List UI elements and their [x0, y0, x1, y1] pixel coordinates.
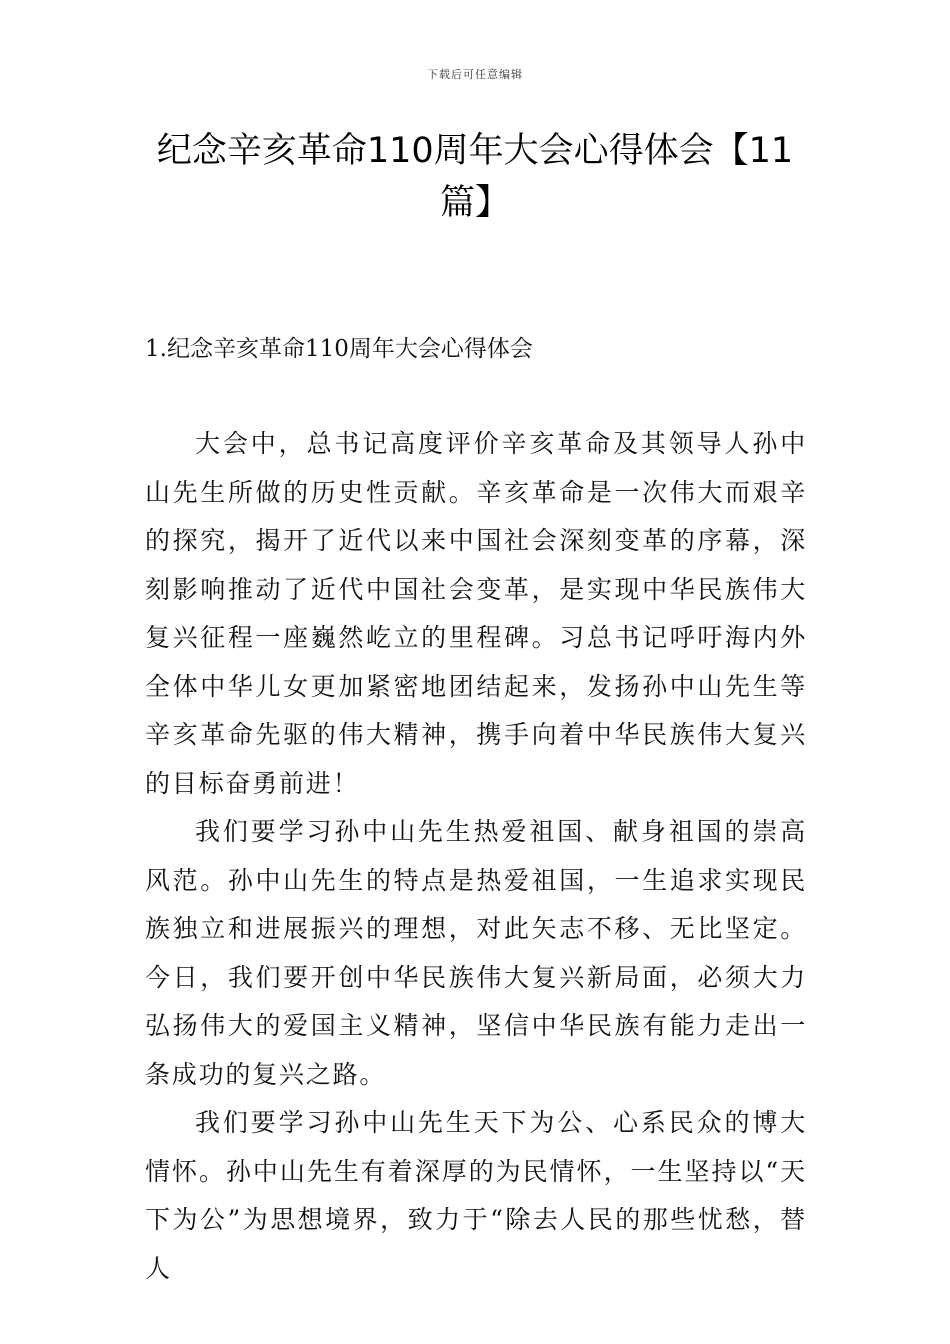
paragraph: 我们要学习孙中山先生天下为公、心系民众的博大情怀。孙中山先生有着深厚的为民情怀，一生坚持以“天下为公”为思想境界，致力于“除去人民的那些忧愁，替人: [145, 1108, 807, 1283]
paragraph: 大会中，总书记高度评价辛亥革命及其领导人孙中山先生所做的历史性贡献。辛亥革命是一次伟大而艰辛的探究，揭开了近代以来中国社会深刻变革的序幕，深刻影响推动了近代中国社会变革，是实现中华民族伟大复兴征程一座巍然屹立的里程碑。习总书记呼吁海内外全体中华儿女更加紧密地团结起来，发扬孙中山先生等辛亥革命先驱的伟大精神，携手向着中华民族伟大复兴的目标奋勇前进！: [145, 429, 807, 798]
paragraph: 我们要学习孙中山先生热爱祖国、献身祖国的崇高风范。孙中山先生的特点是热爱祖国，一生追求实现民族独立和进展振兴的理想，对此矢志不移、无比坚定。今日，我们要开创中华民族伟大复兴新局面，必须大力弘扬伟大的爱国主义精神，坚信中华民族有能力走出一条成功的复兴之路。: [145, 817, 807, 1089]
section-heading: 1.纪念辛亥革命110周年大会心得体会: [145, 336, 533, 362]
document-title: 纪念辛亥革命110周年大会心得体会【11篇】: [156, 131, 794, 223]
body-text: [145, 420, 807, 1293]
header-note: 下载后可任意编辑: [427, 68, 523, 81]
